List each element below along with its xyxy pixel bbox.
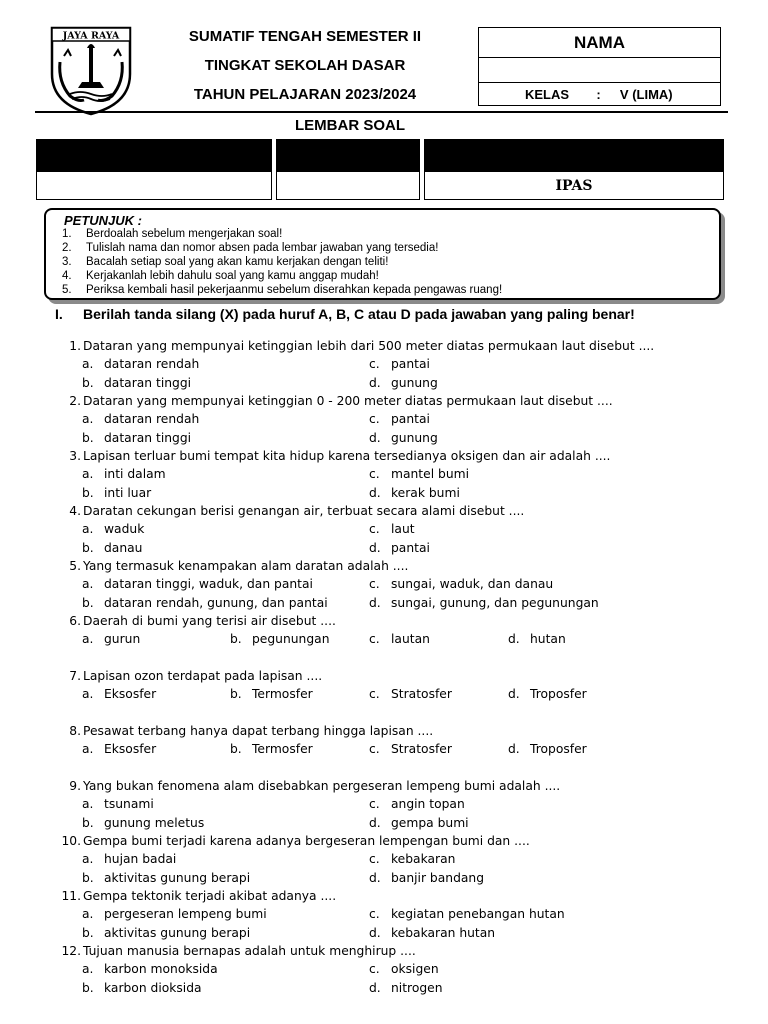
option-text: Termosfer — [252, 742, 313, 756]
option-text: inti luar — [104, 485, 152, 500]
option-text: gunung — [391, 375, 438, 390]
header-title-line2: TINGKAT SEKOLAH DASAR — [204, 57, 406, 74]
option-text: dataran tinggi — [104, 430, 192, 445]
option-text: hujan badai — [104, 852, 177, 866]
kelas-separator: : — [596, 87, 601, 102]
option-text: sungai, gunung, dan pegunungan — [391, 595, 599, 610]
answer-option[interactable] — [82, 632, 140, 646]
option-text: Troposfer — [530, 687, 587, 701]
answer-option[interactable] — [82, 376, 191, 390]
option-letter: b. — [82, 430, 94, 445]
question-text: Daratan cekungan berisi genangan air, terbuat secara alami disebut .... — [83, 504, 525, 518]
option-letter: d. — [369, 815, 381, 830]
option-text: mantel bumi — [391, 467, 470, 481]
option-letter: a. — [82, 797, 94, 811]
option-letter: b. — [82, 980, 94, 995]
answer-option[interactable] — [82, 962, 218, 976]
option-letter: c. — [369, 467, 380, 481]
option-text: hutan — [530, 632, 566, 646]
option-letter: c. — [369, 632, 380, 646]
header-divider — [35, 111, 728, 113]
kelas-label: KELAS — [525, 87, 570, 102]
option-letter: a. — [82, 357, 94, 371]
option-letter: b. — [230, 742, 242, 756]
answer-option[interactable] — [82, 981, 202, 995]
header-title-line3: TAHUN PELAJARAN 2023/2024 — [193, 86, 417, 103]
option-letter: c. — [369, 907, 380, 921]
option-text: Stratosfer — [391, 742, 452, 756]
answer-option[interactable] — [369, 687, 452, 701]
answer-option[interactable] — [369, 486, 460, 500]
option-letter: d. — [508, 687, 520, 701]
option-letter: a. — [82, 687, 94, 701]
option-text: waduk — [104, 522, 145, 536]
option-text: inti dalam — [104, 467, 166, 481]
subject-cell: IPAS — [424, 171, 724, 200]
option-letter: d. — [369, 595, 381, 610]
student-info-box — [478, 27, 721, 106]
answer-option[interactable] — [369, 431, 438, 445]
option-text: gurun — [104, 632, 141, 646]
option-letter: c. — [369, 522, 380, 536]
answer-option[interactable] — [82, 596, 328, 610]
option-text: banjir bandang — [391, 870, 485, 885]
answer-option[interactable] — [230, 632, 330, 646]
header-title-line1: SUMATIF TENGAH SEMESTER II — [188, 28, 422, 45]
question-text: Daerah di bumi yang terisi air disebut .... — [83, 614, 336, 628]
option-text: kebakaran — [391, 852, 456, 866]
option-letter: a. — [82, 907, 94, 921]
option-letter: a. — [82, 632, 94, 646]
answer-option[interactable] — [369, 981, 443, 995]
jaya-raya-emblem-icon — [48, 22, 134, 116]
option-letter: d. — [369, 430, 381, 445]
answer-option[interactable] — [369, 412, 430, 426]
option-letter: b. — [82, 485, 94, 500]
option-letter: b. — [82, 870, 94, 885]
option-text: gempa bumi — [391, 815, 469, 830]
question-text: Dataran yang mempunyai ketinggian 0 - 200 meter diatas permukaan laut disebut .... — [83, 394, 613, 408]
question-number: 11. — [61, 889, 81, 903]
option-letter: c. — [369, 687, 380, 701]
option-text: kebakaran hutan — [391, 925, 496, 940]
option-text: kegiatan penebangan hutan — [391, 907, 565, 921]
question-text: Lapisan ozon terdapat pada lapisan .... — [83, 669, 323, 683]
section-heading — [55, 306, 695, 322]
option-text: pegunungan — [252, 632, 330, 646]
question-text: Gempa bumi terjadi karena adanya bergeseran lempengan bumi dan .... — [83, 834, 530, 848]
answer-option[interactable] — [82, 577, 313, 591]
option-text: karbon dioksida — [104, 980, 202, 995]
option-text: dataran rendah, gunung, dan pantai — [104, 595, 328, 610]
answer-option[interactable] — [369, 742, 452, 756]
answer-option[interactable] — [369, 926, 495, 940]
option-text: laut — [391, 522, 415, 536]
option-letter: b. — [82, 595, 94, 610]
section-number: I. — [55, 306, 63, 322]
answer-option[interactable] — [369, 522, 415, 536]
info-header-cell-2 — [276, 139, 420, 171]
option-text: Troposfer — [530, 742, 587, 756]
option-text: gunung meletus — [104, 815, 205, 830]
instruction-item: 2. Tulislah nama dan nomor absen pada lembar jawaban yang tersedia! — [62, 242, 439, 254]
nama-label: NAMA — [479, 28, 720, 58]
question-number: 8. — [69, 724, 81, 738]
section-instruction: Berilah tanda silang (X) pada huruf A, B, C atau D pada jawaban yang paling benar! — [83, 306, 635, 322]
answer-option[interactable] — [508, 687, 587, 701]
nama-field[interactable] — [479, 58, 720, 83]
option-letter: b. — [82, 815, 94, 830]
answer-option[interactable] — [230, 687, 313, 701]
answer-option[interactable] — [230, 742, 313, 756]
question-number: 10. — [61, 834, 81, 848]
option-text: dataran tinggi — [104, 375, 192, 390]
answer-option[interactable] — [369, 632, 430, 646]
answer-option[interactable] — [369, 596, 599, 610]
question-number: 2. — [69, 394, 81, 408]
logo-text: JAYA RAYA — [62, 30, 120, 42]
option-letter: d. — [369, 540, 381, 555]
option-text: dataran rendah — [104, 357, 200, 371]
answer-option[interactable] — [369, 816, 469, 830]
option-text: nitrogen — [391, 980, 443, 995]
question-number: 1. — [69, 339, 81, 353]
question-text: Yang termasuk kenampakan alam daratan adalah .... — [83, 559, 409, 573]
question-number: 5. — [69, 559, 81, 573]
option-text: kerak bumi — [391, 485, 460, 500]
answer-option[interactable] — [82, 742, 156, 756]
option-text: oksigen — [391, 962, 439, 976]
answer-option[interactable] — [82, 797, 154, 811]
answer-option[interactable] — [82, 687, 156, 701]
answer-option[interactable] — [369, 871, 484, 885]
answer-option[interactable] — [369, 962, 439, 976]
option-letter: a. — [82, 852, 94, 866]
answer-option[interactable] — [369, 852, 455, 866]
option-letter: a. — [82, 742, 94, 756]
option-text: Eksosfer — [104, 742, 157, 756]
option-text: aktivitas gunung berapi — [104, 870, 251, 885]
instruction-item: 1. Berdoalah sebelum mengerjakan soal! — [62, 228, 283, 240]
info-header-cell-3 — [424, 139, 724, 171]
option-text: gunung — [391, 430, 438, 445]
instruction-item: 3. Bacalah setiap soal yang akan kamu kerjakan dengan teliti! — [62, 256, 389, 268]
option-letter: a. — [82, 962, 94, 976]
option-text: karbon monoksida — [104, 962, 218, 976]
option-letter: d. — [508, 632, 520, 646]
jaya-raya-logo — [48, 22, 134, 116]
question-number: 7. — [69, 669, 81, 683]
answer-option[interactable] — [82, 541, 142, 555]
option-letter: b. — [82, 375, 94, 390]
option-text: dataran rendah — [104, 412, 200, 426]
option-text: Stratosfer — [391, 687, 452, 701]
answer-option[interactable] — [82, 871, 250, 885]
answer-option[interactable] — [369, 797, 465, 811]
option-letter: c. — [369, 357, 380, 371]
answer-option[interactable] — [369, 541, 430, 555]
option-text: sungai, waduk, dan danau — [391, 577, 554, 591]
option-text: dataran tinggi, waduk, dan pantai — [104, 577, 313, 591]
answer-option[interactable] — [82, 852, 176, 866]
option-letter: a. — [82, 412, 94, 426]
answer-option[interactable] — [369, 577, 553, 591]
question-number: 4. — [69, 504, 81, 518]
question-text: Gempa tektonik terjadi akibat adanya .... — [83, 889, 337, 903]
instructions-box — [44, 208, 721, 300]
option-letter: a. — [82, 467, 94, 481]
option-text: lautan — [391, 632, 430, 646]
answer-option[interactable] — [369, 376, 438, 390]
question-number: 3. — [69, 449, 81, 463]
answer-option[interactable] — [82, 907, 267, 921]
instructions-title: PETUNJUK : — [64, 213, 143, 228]
instruction-item: 5. Periksa kembali hasil pekerjaanmu sebelum diserahkan kepada pengawas ruang! — [62, 284, 503, 296]
lembar-soal-title: LEMBAR SOAL — [295, 117, 405, 134]
kelas-value: V (LIMA) — [619, 87, 673, 102]
question-text: Pesawat terbang hanya dapat terbang hingga lapisan .... — [83, 724, 434, 738]
option-letter: a. — [82, 522, 94, 536]
info-value-cell-2 — [276, 171, 420, 200]
option-text: pantai — [391, 412, 430, 426]
option-text: pantai — [391, 540, 430, 555]
instruction-item: 4. Kerjakanlah lebih dahulu soal yang kamu anggap mudah! — [62, 270, 379, 282]
answer-option[interactable] — [508, 742, 587, 756]
option-letter: d. — [508, 742, 520, 756]
answer-option[interactable] — [369, 467, 469, 481]
option-letter: b. — [230, 632, 242, 646]
option-text: aktivitas gunung berapi — [104, 925, 251, 940]
answer-option[interactable] — [369, 357, 430, 371]
option-text: pantai — [391, 357, 430, 371]
option-letter: b. — [230, 687, 242, 701]
info-value-cell-1 — [36, 171, 272, 200]
option-text: danau — [104, 540, 143, 555]
answer-option[interactable] — [82, 357, 199, 371]
answer-option[interactable] — [369, 907, 565, 921]
option-letter: c. — [369, 962, 380, 976]
option-letter: b. — [82, 925, 94, 940]
question-number: 6. — [69, 614, 81, 628]
answer-option[interactable] — [82, 926, 250, 940]
answer-option[interactable] — [82, 486, 151, 500]
option-text: Termosfer — [252, 687, 313, 701]
option-text: pergeseran lempeng bumi — [104, 907, 267, 921]
option-letter: d. — [369, 980, 381, 995]
question-number: 9. — [69, 779, 81, 793]
question-text: Lapisan terluar bumi tempat kita hidup karena tersedianya oksigen dan air adalah .... — [83, 449, 611, 463]
option-letter: b. — [82, 540, 94, 555]
answer-option[interactable] — [82, 431, 191, 445]
question-number: 12. — [61, 944, 81, 958]
option-letter: c. — [369, 742, 380, 756]
option-text: angin topan — [391, 797, 465, 811]
answer-option[interactable] — [82, 467, 166, 481]
option-letter: a. — [82, 577, 94, 591]
option-letter: d. — [369, 375, 381, 390]
question-text: Yang bukan fenomena alam disebabkan pergeseran lempeng bumi adalah .... — [83, 779, 561, 793]
answer-option[interactable] — [82, 412, 199, 426]
info-header-cell-1 — [36, 139, 272, 171]
answer-option[interactable] — [82, 816, 204, 830]
option-text: tsunami — [104, 797, 154, 811]
option-letter: c. — [369, 797, 380, 811]
option-letter: d. — [369, 925, 381, 940]
option-letter: d. — [369, 485, 381, 500]
instructions-list — [62, 227, 502, 297]
option-letter: c. — [369, 577, 380, 591]
answer-option[interactable] — [508, 632, 566, 646]
answer-option[interactable] — [82, 522, 144, 536]
option-letter: d. — [369, 870, 381, 885]
option-letter: c. — [369, 412, 380, 426]
question-text: Dataran yang mempunyai ketinggian lebih dari 500 meter diatas permukaan laut disebut .... — [83, 339, 655, 353]
question-text: Tujuan manusia bernapas adalah untuk menghirup .... — [83, 944, 416, 958]
kelas-row — [479, 83, 720, 107]
option-text: Eksosfer — [104, 687, 157, 701]
option-letter: c. — [369, 852, 380, 866]
